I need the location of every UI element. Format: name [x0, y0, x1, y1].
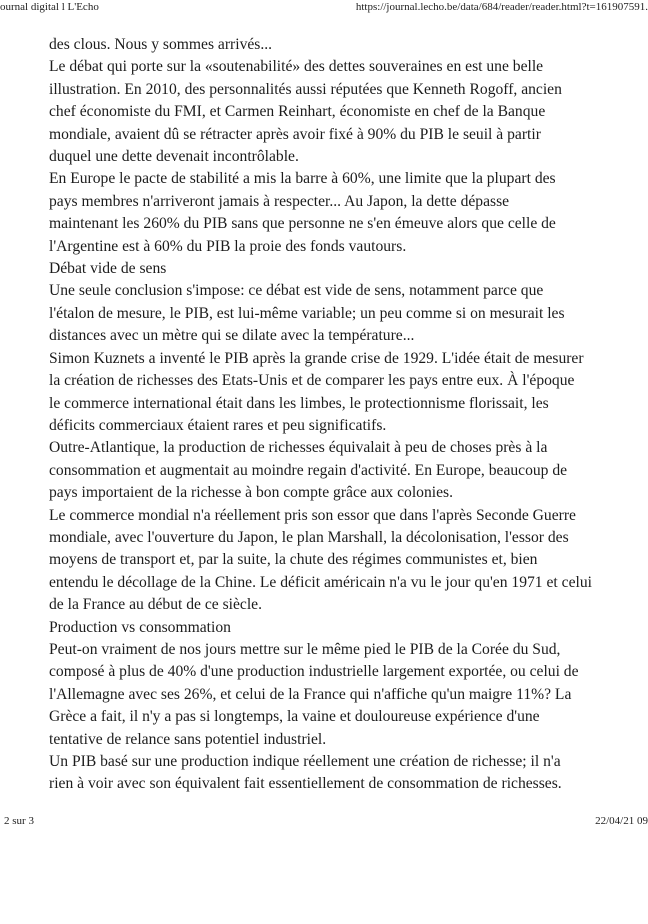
article-line: Le commerce mondial n'a réellement pris son essor que dans l'après Seconde Guerre	[49, 506, 576, 524]
article-line: rien à voir avec son équivalent fait essentiellement de consommation de richesses.	[49, 775, 562, 793]
article-line: mondiale, avec l'ouverture du Japon, le plan Marshall, la décolonisation, l'essor des	[49, 528, 569, 546]
article-line: tentative de relance sans potentiel industriel.	[49, 730, 327, 748]
article-line: des clous. Nous y sommes arrivés...	[49, 36, 273, 53]
article-line: composé à plus de 40% d'une production industrielle largement exportée, ou celui de	[49, 663, 579, 681]
article-line: mondiale, avaient dû se rétracter après avoir fixé à 90% du PIB le seuil à partir	[49, 125, 541, 143]
article-line: de la France au début de ce siècle.	[49, 596, 263, 614]
article-line: Le débat qui porte sur la «soutenabilité» des dettes souveraines en est une belle	[49, 58, 544, 76]
article-line: pays membres n'arriveront jamais à respecter... Au Japon, la dette dépasse	[49, 192, 510, 210]
article-line: Une seule conclusion s'impose: ce débat est vide de sens, notamment parce que	[49, 282, 544, 300]
article-line: moyens de transport et, par la suite, la chute des régimes communistes et, bien	[49, 551, 538, 569]
article-line: Peut-on vraiment de nos jours mettre sur le même pied le PIB de la Corée du Sud,	[49, 640, 561, 658]
article-line: Outre-Atlantique, la production de richesses équivalait à peu de choses près à la	[49, 439, 548, 457]
article-line: chef économiste du FMI, et Carmen Reinhart, économiste en chef de la Banque	[49, 103, 546, 121]
article-line: maintenant les 260% du PIB sans que personne ne s'en émeuve alors que celle de	[49, 215, 556, 233]
article-line: Production vs consommation	[49, 618, 231, 636]
article-line: l'Argentine est à 60% du PIB la proie des fonds vautours.	[49, 237, 407, 255]
article-line: Grèce a fait, il n'y a pas si longtemps, la vaine et douloureuse expérience d'une	[49, 708, 540, 726]
article-line: le commerce international était dans les limbes, le protectionnisme florissait, les	[49, 394, 549, 412]
page-number: 2 sur 3	[4, 815, 34, 827]
header-url: https://journal.lecho.be/data/684/reader/reader.html?t=161907591.	[355, 1, 648, 13]
article-line: Simon Kuznets a inventé le PIB après la grande crise de 1929. L'idée était de mesurer	[49, 349, 584, 367]
article-line: pays importaient de la richesse à bon compte grâce aux colonies.	[49, 484, 453, 502]
article-line: illustration. En 2010, des personnalités aussi réputées que Kenneth Rogoff, ancien	[49, 80, 562, 98]
article-body	[49, 34, 629, 796]
article-line: consommation et augmentait au moindre regain d'activité. En Europe, beaucoup de	[49, 461, 568, 479]
article-line: duquel une dette devenait incontrôlable.	[49, 148, 299, 166]
print-timestamp: 22/04/21 09	[595, 815, 648, 827]
header-site-title: ournal digital l L'Echo	[0, 1, 99, 13]
article-line: déficits commerciaux étaient rares et peu significatifs.	[49, 416, 387, 434]
article-line: Débat vide de sens	[49, 260, 167, 278]
article-line: distances avec un mètre qui se dilate avec la température...	[49, 327, 415, 345]
article-line: En Europe le pacte de stabilité a mis la barre à 60%, une limite que la plupart des	[49, 170, 556, 188]
article-line: la création de richesses des Etats-Unis et de comparer les pays entre eux. À l'époque	[49, 372, 575, 390]
article-line: l'Allemagne avec ses 26%, et celui de la France qui n'affiche qu'un maigre 11%? La	[49, 685, 572, 703]
article-line: entendu le décollage de la Chine. Le déficit américain n'a vu le jour qu'en 1971 et celui	[49, 573, 592, 591]
article-line: l'étalon de mesure, le PIB, est lui-même variable; un peu comme si on mesurait les	[49, 304, 565, 322]
article-line: Un PIB basé sur une production indique réellement une création de richesse; il n'a	[49, 753, 561, 770]
